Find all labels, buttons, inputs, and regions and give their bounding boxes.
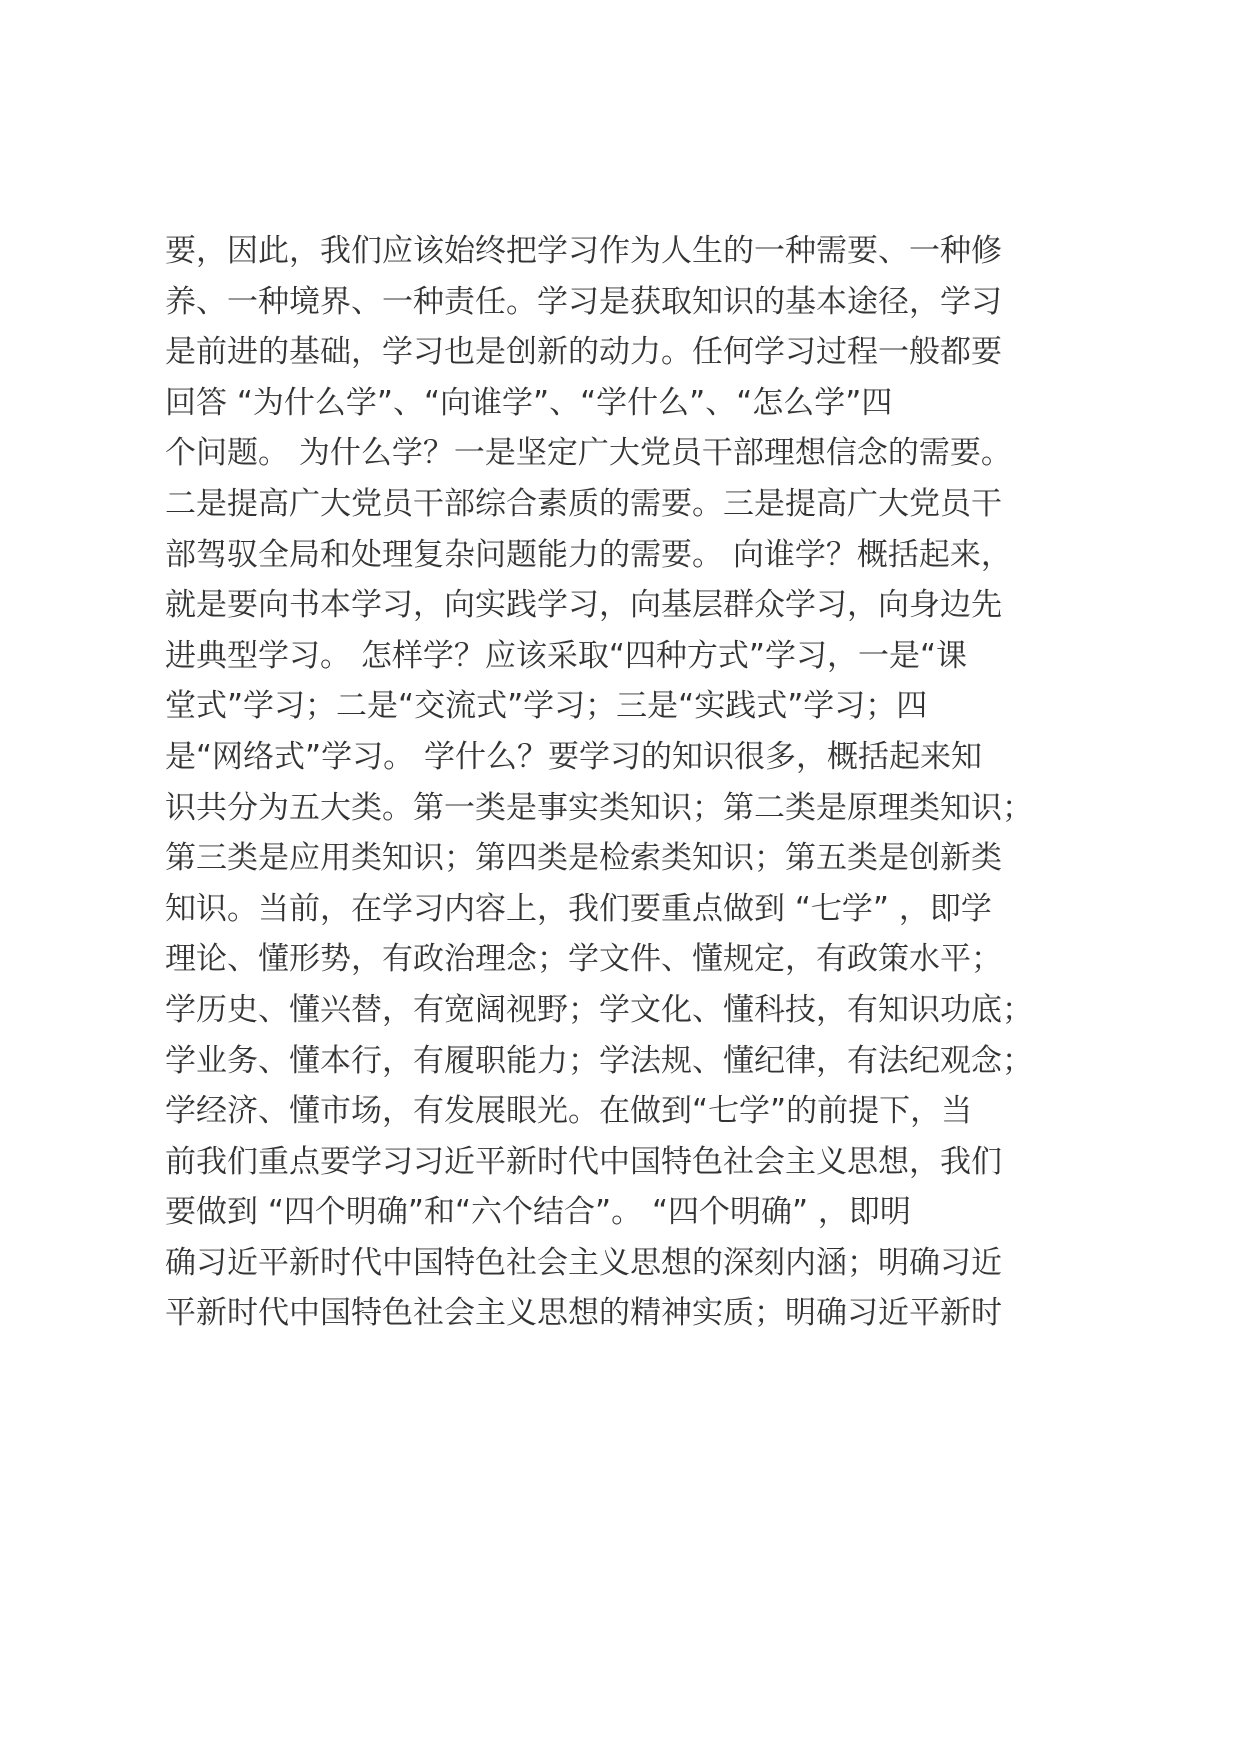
- text-line: 部驾驭全局和处理复杂问题能力的需要。 向谁学？概括起来，: [165, 536, 1012, 573]
- text-line: 前我们重点要学习习近平新时代中国特色社会主义思想，我们: [165, 1143, 1002, 1180]
- text-line: 回答 “为什么学”、“向谁学”、“学什么”、“怎么学”四: [165, 384, 893, 421]
- text-line: 知识。当前，在学习内容上，我们要重点做到 “七学” ，即学: [165, 890, 992, 927]
- text-line: 平新时代中国特色社会主义思想的精神实质；明确习近平新时: [165, 1295, 1002, 1332]
- text-line: 理论、懂形势，有政治理念；学文件、懂规定，有政策水平；: [165, 941, 1002, 978]
- body-paragraph: [165, 226, 1125, 1339]
- text-line: 学历史、懂兴替，有宽阔视野；学文化、懂科技，有知识功底；: [165, 991, 1033, 1028]
- text-line: 是前进的基础，学习也是创新的动力。任何学习过程一般都要: [165, 334, 1002, 371]
- text-line: 确习近平新时代中国特色社会主义思想的深刻内涵；明确习近: [165, 1244, 1002, 1281]
- text-line: 二是提高广大党员干部综合素质的需要。三是提高广大党员干: [165, 485, 1002, 522]
- text-line: 识共分为五大类。第一类是事实类知识；第二类是原理类知识；: [165, 789, 1033, 826]
- text-line: 要，因此，我们应该始终把学习作为人生的一种需要、一种修: [165, 233, 1002, 269]
- text-line: 学业务、懂本行，有履职能力；学法规、懂纪律，有法纪观念；: [165, 1042, 1033, 1079]
- text-line: 第三类是应用类知识；第四类是检索类知识；第五类是创新类: [165, 840, 1002, 877]
- text-line: 要做到 “四个明确”和“六个结合”。 “四个明确” ，即明: [165, 1194, 911, 1231]
- text-line: 养、一种境界、一种责任。学习是获取知识的基本途径，学习: [165, 283, 1002, 320]
- text-line: 是“网络式”学习。 学什么？要学习的知识很多，概括起来知: [165, 738, 982, 775]
- text-line: 个问题。 为什么学？一是坚定广大党员干部理想信念的需要。: [165, 435, 1012, 472]
- text-line: 堂式”学习；二是“交流式”学习；三是“实践式”学习；四: [165, 688, 928, 725]
- text-line: 就是要向书本学习，向实践学习，向基层群众学习，向身边先: [165, 587, 1002, 624]
- text-line: 学经济、懂市场，有发展眼光。在做到“七学”的前提下，当: [165, 1093, 973, 1130]
- text-line: 进典型学习。 怎样学？应该采取“四种方式”学习，一是“课: [165, 637, 968, 674]
